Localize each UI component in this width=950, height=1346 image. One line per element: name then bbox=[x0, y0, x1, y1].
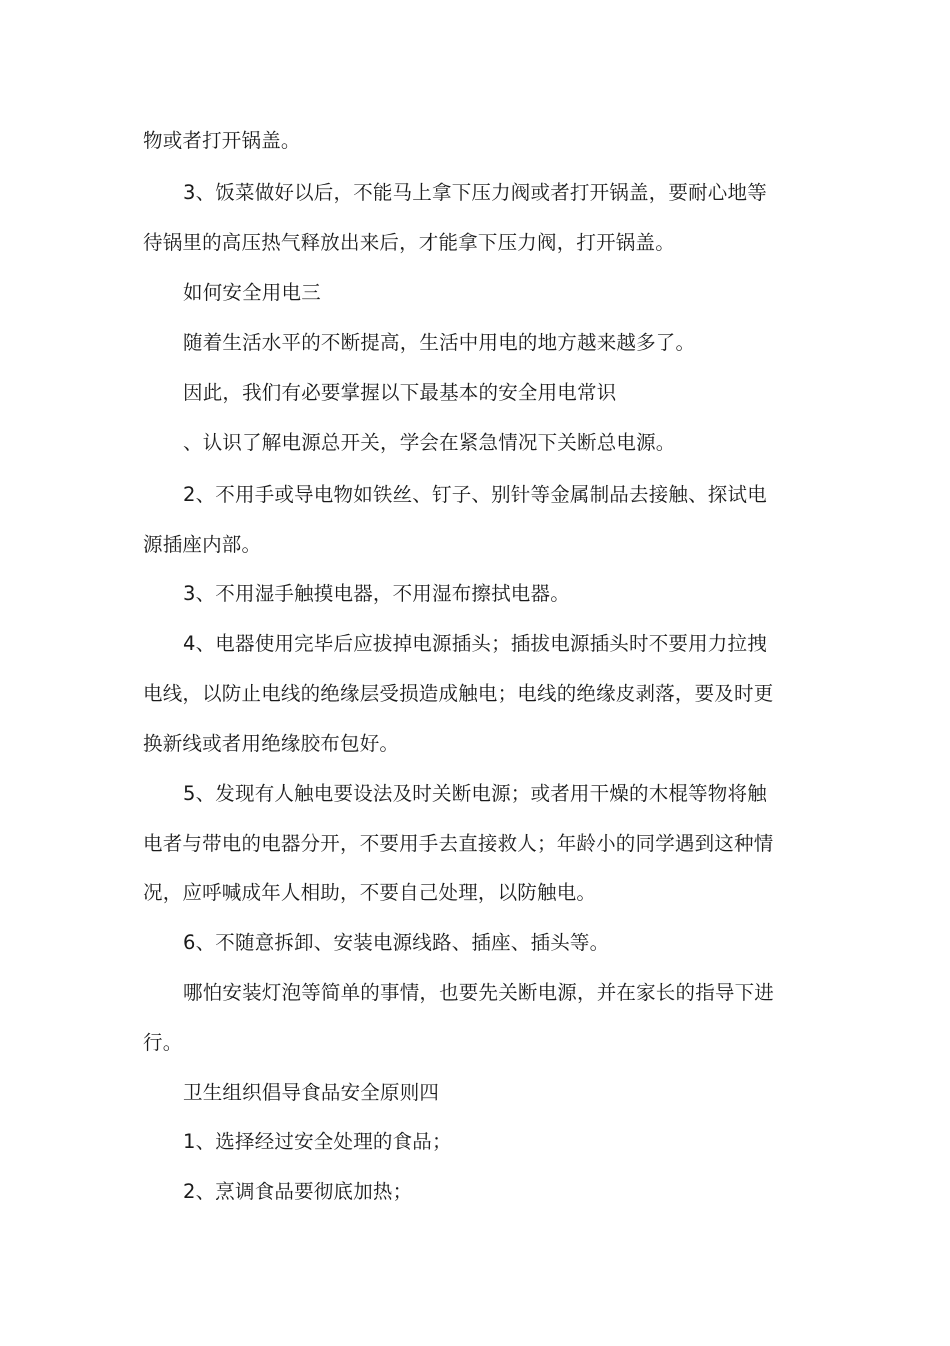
text-line: 哪怕安装灯泡等简单的事情，也要先关断电源，并在家长的指导下进 bbox=[183, 981, 775, 1004]
text-line: 2、烹调食品要彻底加热； bbox=[183, 1180, 413, 1203]
text-line: 2、不用手或导电物如铁丝、钉子、别针等金属制品去接触、探试电 bbox=[183, 483, 767, 506]
text-line: 源插座内部。 bbox=[143, 533, 262, 556]
text-line: 、认识了解电源总开关，学会在紧急情况下关断总电源。 bbox=[183, 431, 676, 454]
text-line: 物或者打开锅盖。 bbox=[143, 129, 301, 152]
text-line: 换新线或者用绝缘胶布包好。 bbox=[143, 732, 400, 755]
text-line: 况，应呼喊成年人相助，不要自己处理，以防触电。 bbox=[143, 881, 597, 904]
text-line: 随着生活水平的不断提高，生活中用电的地方越来越多了。 bbox=[183, 331, 696, 354]
text-line: 6、不随意拆卸、安装电源线路、插座、插头等。 bbox=[183, 931, 610, 954]
text-line: 电线，以防止电线的绝缘层受损造成触电；电线的绝缘皮剥落，要及时更 bbox=[143, 682, 774, 705]
text-line: 待锅里的高压热气释放出来后，才能拿下压力阀，打开锅盖。 bbox=[143, 231, 675, 254]
text-line: 4、电器使用完毕后应拔掉电源插头；插拔电源插头时不要用力拉拽 bbox=[183, 632, 767, 655]
text-line: 因此，我们有必要掌握以下最基本的安全用电常识 bbox=[183, 381, 617, 404]
text-line: 1、选择经过安全处理的食品； bbox=[183, 1130, 452, 1153]
section-heading: 卫生组织倡导食品安全原则四 bbox=[183, 1081, 440, 1104]
text-line: 5、发现有人触电要设法及时关断电源；或者用干燥的木棍等物将触 bbox=[183, 782, 767, 805]
section-heading: 如何安全用电三 bbox=[183, 281, 321, 304]
text-line: 电者与带电的电器分开，不要用手去直接救人；年龄小的同学遇到这种情 bbox=[143, 832, 774, 855]
text-line: 3、饭菜做好以后，不能马上拿下压力阀或者打开锅盖，要耐心地等 bbox=[183, 181, 767, 204]
text-line: 行。 bbox=[143, 1031, 183, 1054]
text-line: 3、不用湿手触摸电器，不用湿布擦拭电器。 bbox=[183, 582, 570, 605]
